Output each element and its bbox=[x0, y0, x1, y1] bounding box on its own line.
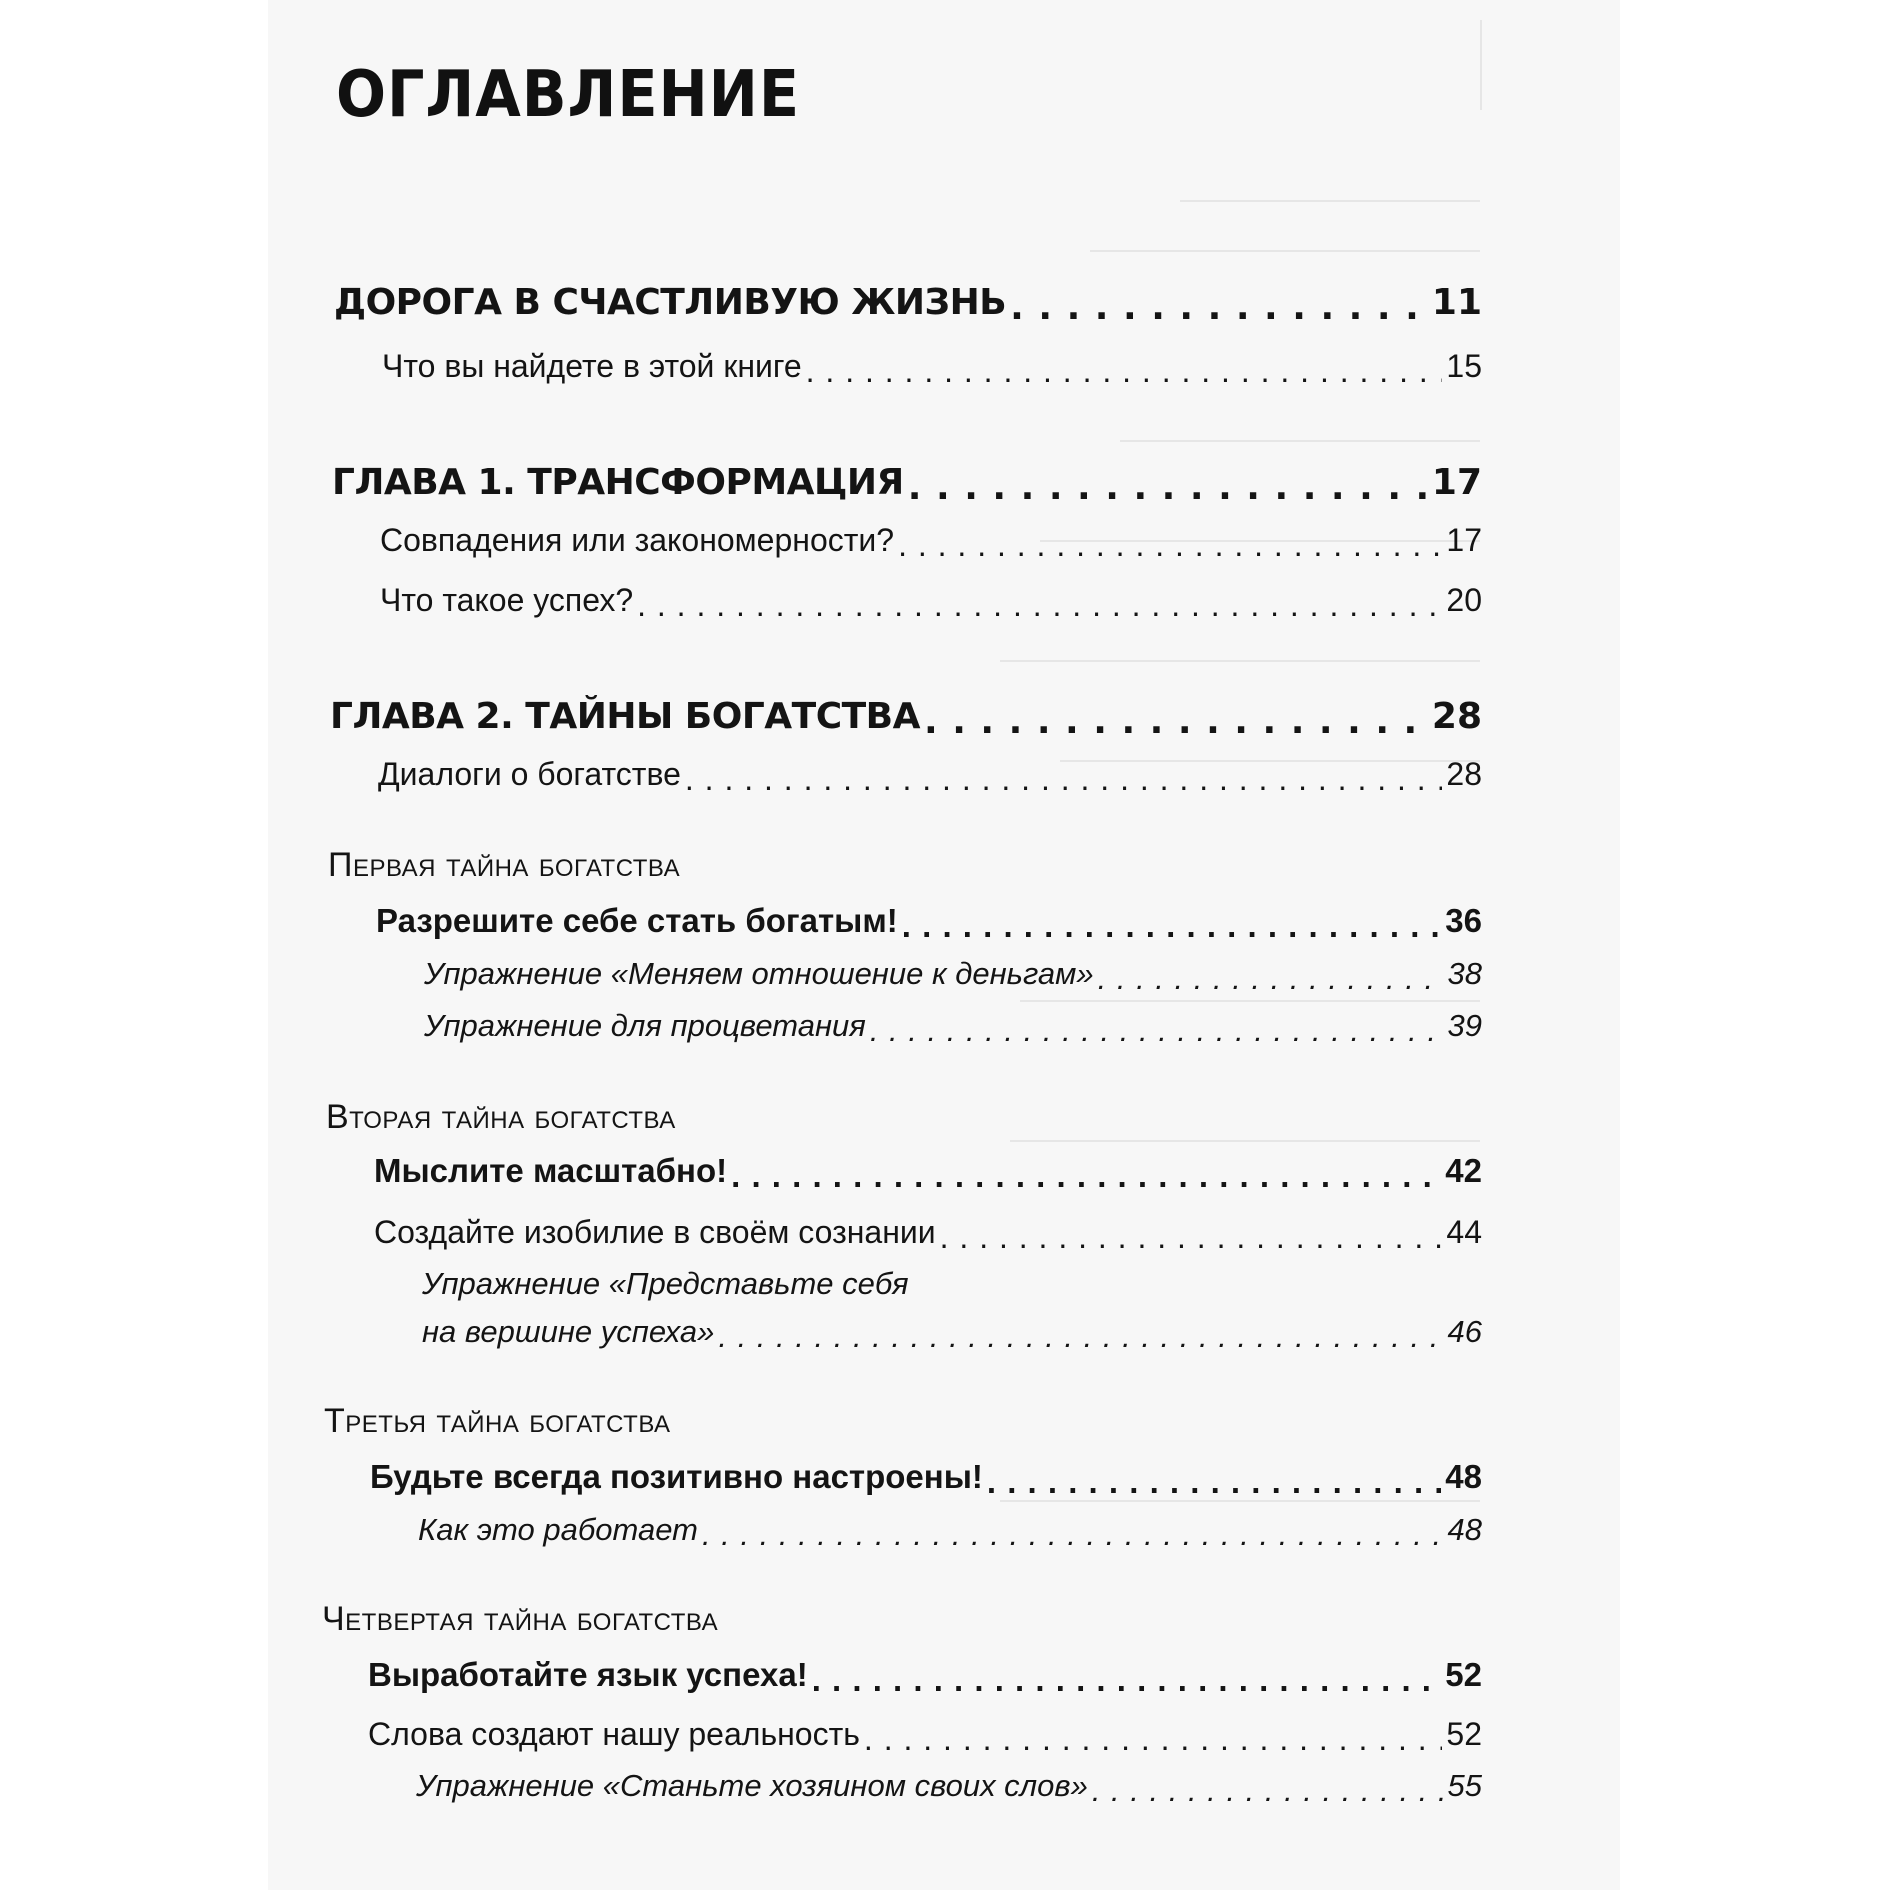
page-number: 52 bbox=[1446, 1716, 1482, 1752]
toc-entry-intro[interactable] bbox=[334, 282, 1482, 323]
page-number: 17 bbox=[1431, 462, 1482, 503]
section-label: Третья тайна богатства bbox=[324, 1402, 671, 1440]
toc-entry-text: Разрешите себе стать богатым! bbox=[376, 902, 898, 939]
toc-entry[interactable] bbox=[368, 1716, 1482, 1753]
dot-leader bbox=[908, 467, 1428, 503]
dot-leader bbox=[864, 1721, 1443, 1753]
toc-entry-text: Будьте всегда позитивно настроены! bbox=[370, 1458, 983, 1495]
dot-leader bbox=[1098, 961, 1444, 992]
toc-entry-text: на вершине успеха» bbox=[422, 1314, 715, 1349]
page-number: 36 bbox=[1445, 902, 1482, 939]
dot-leader bbox=[731, 1157, 1441, 1190]
dot-leader bbox=[718, 1319, 1443, 1350]
dot-leader bbox=[940, 1219, 1443, 1251]
toc-entry-text: Упражнение «Меняем отношение к деньгам» bbox=[424, 956, 1094, 991]
dot-leader bbox=[637, 587, 1442, 619]
toc-entry[interactable] bbox=[374, 1214, 1482, 1251]
dot-leader bbox=[1010, 287, 1428, 323]
toc-entry-text: Создайте изобилие в своём сознании bbox=[374, 1214, 936, 1250]
page-number: 28 bbox=[1431, 696, 1482, 737]
section-label: Первая тайна богатства bbox=[328, 846, 681, 884]
section-label: Четвертая тайна богатства bbox=[322, 1600, 719, 1638]
dot-leader bbox=[806, 353, 1443, 385]
toc-entry-text: ГЛАВА 1. ТРАНСФОРМАЦИЯ bbox=[332, 462, 904, 503]
page-number: 44 bbox=[1446, 1214, 1482, 1250]
toc-entry-intro-sub[interactable] bbox=[382, 348, 1482, 385]
toc-entry-bold[interactable] bbox=[370, 1458, 1482, 1496]
page-number: 15 bbox=[1446, 348, 1482, 384]
page-number: 20 bbox=[1446, 582, 1482, 618]
dot-leader bbox=[685, 761, 1443, 793]
toc-entry[interactable] bbox=[378, 756, 1482, 793]
dot-leader bbox=[812, 1661, 1442, 1694]
page-number: 39 bbox=[1447, 1008, 1482, 1043]
page-number: 38 bbox=[1447, 956, 1482, 991]
toc-entry-exercise[interactable] bbox=[416, 1768, 1482, 1804]
toc-entry-exercise[interactable] bbox=[424, 956, 1482, 992]
toc-entry-text: Слова создают нашу реальность bbox=[368, 1716, 860, 1752]
section-label: Вторая тайна богатства bbox=[326, 1098, 676, 1136]
toc-entry-text: ГЛАВА 2. ТАЙНЫ БОГАТСТВА bbox=[330, 696, 920, 737]
toc-entry-text: Мыслите масштабно! bbox=[374, 1152, 728, 1189]
toc-entry-text: Как это работает bbox=[418, 1512, 698, 1547]
toc-entry-text: Диалоги о богатстве bbox=[378, 756, 681, 792]
toc-entry-chapter-2[interactable] bbox=[330, 696, 1482, 737]
dot-leader bbox=[1092, 1773, 1444, 1804]
dot-leader bbox=[902, 907, 1442, 940]
toc-entry-chapter-1[interactable] bbox=[332, 462, 1482, 503]
page-number: 48 bbox=[1447, 1512, 1482, 1547]
dot-leader bbox=[987, 1463, 1441, 1496]
page-number: 48 bbox=[1445, 1458, 1482, 1495]
page-number: 55 bbox=[1447, 1768, 1482, 1803]
page-number: 17 bbox=[1446, 522, 1482, 558]
toc-entry-text: ДОРОГА В СЧАСТЛИВУЮ ЖИЗНЬ bbox=[334, 282, 1007, 323]
toc-entry[interactable] bbox=[380, 582, 1482, 619]
toc-entry-exercise[interactable] bbox=[418, 1512, 1482, 1548]
page-number: 11 bbox=[1431, 282, 1482, 323]
toc-entry-text: Что такое успех? bbox=[380, 582, 634, 618]
dot-leader bbox=[870, 1013, 1444, 1044]
page-number: 52 bbox=[1445, 1656, 1482, 1693]
toc-entry-text: Что вы найдете в этой книге bbox=[382, 348, 802, 384]
toc-entry-bold[interactable] bbox=[368, 1656, 1482, 1694]
dot-leader bbox=[898, 527, 1442, 559]
toc-entry-exercise[interactable] bbox=[422, 1314, 1482, 1350]
dot-leader bbox=[702, 1517, 1444, 1548]
toc-entry-bold[interactable] bbox=[374, 1152, 1482, 1190]
page-number: 28 bbox=[1446, 756, 1482, 792]
toc-entry[interactable] bbox=[380, 522, 1482, 559]
toc-title: ОГЛАВЛЕНИЕ bbox=[336, 58, 801, 132]
toc-entry-text: Упражнение «Станьте хозяином своих слов» bbox=[416, 1768, 1088, 1803]
toc-entry-text: Выработайте язык успеха! bbox=[368, 1656, 808, 1693]
toc-entry-exercise[interactable] bbox=[424, 1008, 1482, 1044]
toc-entry-exercise-line1[interactable]: Упражнение «Представьте себя bbox=[422, 1266, 909, 1301]
toc-entry-text: Упражнение для процветания bbox=[424, 1008, 866, 1043]
page-number: 42 bbox=[1445, 1152, 1482, 1189]
toc-entry-bold[interactable] bbox=[376, 902, 1482, 940]
dot-leader bbox=[924, 701, 1428, 737]
page-number: 46 bbox=[1447, 1314, 1482, 1349]
toc-entry-text: Совпадения или закономерности? bbox=[380, 522, 895, 558]
